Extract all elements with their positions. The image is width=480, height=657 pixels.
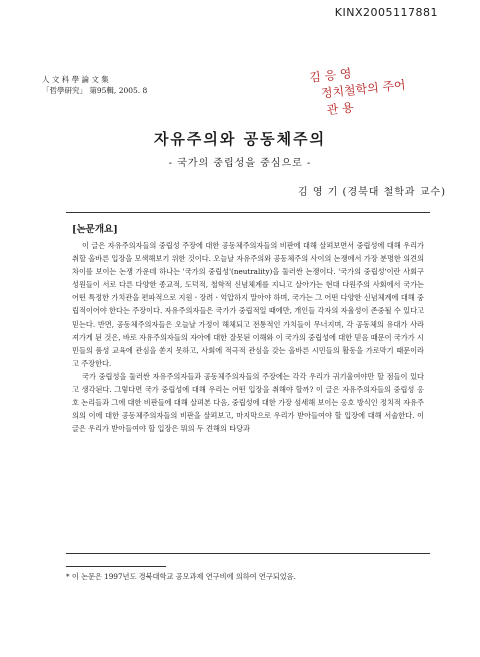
abstract-paragraph-1: 이 글은 자유주의자들의 중립성 주장에 대한 공동체주의자들의 비판에 대해 살펴보면서 중립성에 대해 우리가 취할 올바른 입장을 모색해보기 위한 것이다. 오늘날 자유주의와 공동체주의 사이의 논쟁에서 가장 분명한 의견의 차이를 보이는 논쟁 가운데 하나는 '국가의 중립성'(neutrality)을 둘러싼 논쟁이다. '국가의 중립성'이란 사회구성원들이 서로 다른 다양한 종교적, 도덕적, 철학적 신념체계를 지니고 살아가는 현대 다원주의 사회에서 국가는 어떤 특정한 가치관을 편파적으로 지원ㆍ장려ㆍ억압하지 말아야 하며, 국가는 그 어떤 다양한 신념체계에 대해 중립적이어야 한다는 주장이다. 자유주의자들은 국가가 중립적일 때에만, 개인들 각자의 자율성이 존중될 수 있다고 믿는다. 반면, 공동체주의자들은 오늘날 가정이 해체되고 전통적인 가치들이 무너지며, 각 공동체의 유대가 사라져가게 된 것은, 바로 자유주의자들의 자아에 대한 잘못된 이해와 이 국가의 중립성에 대한 믿음 때문이 국가가 시민들의 품성 교육에 관심을 쏟지 못하고, 사회에 적극적 관심을 갖는 올바른 시민들의 활동을 가로막기 때문이라고 주장한다. <box>72 241 424 368</box>
handwritten-topic: 정치철학의 주어 <box>320 77 407 101</box>
footnote: * 이 논문은 1997년도 경북대학교 공모과제 연구비에 의하여 연구되었음. <box>66 572 296 581</box>
paper-subtitle: - 국가의 중립성을 중심으로 - <box>168 158 312 169</box>
document-id: KINX2005117881 <box>334 6 438 19</box>
abstract-section <box>66 212 430 554</box>
paper-title: 자유주의와 공동체주의 <box>153 130 327 148</box>
abstract-body <box>72 239 424 435</box>
footnote-divider <box>66 566 166 567</box>
title-block <box>0 128 480 169</box>
journal-header <box>42 74 147 96</box>
abstract-heading: [논문개요] <box>72 224 118 235</box>
handwritten-keyword: 관 용 <box>326 100 355 118</box>
handwritten-name: 김 응 영 <box>308 66 353 85</box>
abstract-paragraph-2: 국가 중립성을 둘러싼 자유주의자들과 공동체주의자들의 주장에는 각각 우리가 귀기울여야만 할 점들이 있다고 생각된다. 그렇다면 국가 중립성에 대해 우리는 어떤 입장을 취해야 할까? 이 글은 자유주의자들의 중립성 옹호 논리들과 그에 대한 비판들에 대해 살펴본 다음, 중립성에 대한 가장 섬세해 보이는 옹호 방식인 정치적 자유주의의 이에 대한 공동체주의자들의 비판을 살펴보고, 마지막으로 우리가 받아들여야 할 입장에 대해 서술한다. 이 글은 우리가 받아들여야 할 입장은 뭐의 두 견해의 타당과 <box>72 371 424 434</box>
journal-series: 人 文 科 學 論 文 集 <box>42 75 109 84</box>
journal-issue: 「哲學研究」 第95輯, 2005. 8 <box>42 86 148 95</box>
author-line: 김 영 기 (경북대 철학과 교수) <box>298 187 446 198</box>
